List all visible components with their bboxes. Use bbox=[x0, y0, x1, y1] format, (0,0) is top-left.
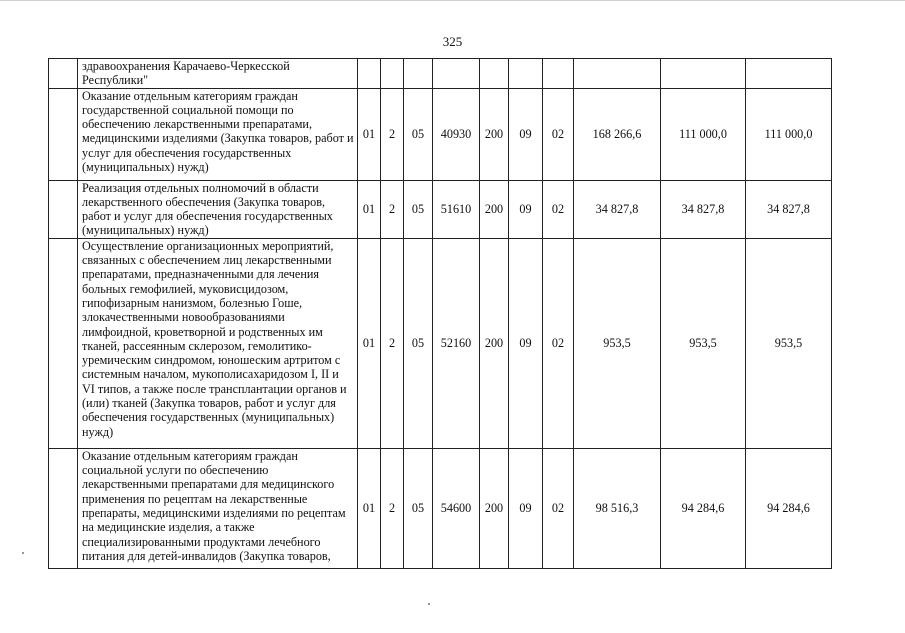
scan-top-edge bbox=[0, 0, 905, 1]
code-cell: 01 bbox=[358, 180, 381, 238]
row-name: Оказание отдельным категориям граждан государственной социальной помощи по обеспечению лекарственными препаратами, медицинскими изделиями (Закупка товаров, работ и услуг для обеспечения государственных (муниципальных) нужд) bbox=[78, 88, 358, 180]
code-cell: 2 bbox=[381, 88, 404, 180]
blank-cell bbox=[49, 448, 78, 568]
amount-cell: 111 000,0 bbox=[746, 88, 832, 180]
amount-cell: 94 284,6 bbox=[661, 448, 746, 568]
code-cell: 51610 bbox=[433, 180, 480, 238]
blank-cell bbox=[49, 180, 78, 238]
page-number: 325 bbox=[442, 34, 463, 49]
code-cell: 02 bbox=[543, 180, 574, 238]
code-cell: 09 bbox=[509, 88, 543, 180]
code-cell: 05 bbox=[404, 180, 433, 238]
code-cell bbox=[358, 59, 381, 89]
code-cell bbox=[433, 59, 480, 89]
amount-cell: 98 516,3 bbox=[574, 448, 661, 568]
budget-table bbox=[48, 58, 832, 569]
blank-cell bbox=[49, 88, 78, 180]
code-cell: 200 bbox=[480, 180, 509, 238]
amount-cell: 953,5 bbox=[746, 238, 832, 448]
amount-cell: 34 827,8 bbox=[746, 180, 832, 238]
amount-cell: 34 827,8 bbox=[661, 180, 746, 238]
amount-cell: 168 266,6 bbox=[574, 88, 661, 180]
code-cell: 01 bbox=[358, 88, 381, 180]
code-cell bbox=[543, 59, 574, 89]
code-cell bbox=[404, 59, 433, 89]
code-cell: 01 bbox=[358, 238, 381, 448]
amount-cell: 953,5 bbox=[574, 238, 661, 448]
code-cell bbox=[381, 59, 404, 89]
code-cell: 09 bbox=[509, 180, 543, 238]
code-cell: 200 bbox=[480, 88, 509, 180]
row-name: Осуществление организационных мероприятий, связанных с обеспечением лиц лекарственными препаратами, предназначенными для лечения больных гемофилией, муковисцидозом, гипофизарным нанизмом, болезнью Гоше, злокачественными новообразованиями лимфоидной, кроветворной и родственных им тканей, рассеянным склерозом, гемолитико-уремическим синдромом, юношеским артритом с системным началом, мукополисахаридозом I, II и VI типов, а также после трансплантации органов и (или) тканей (Закупка товаров, работ и услуг для обеспечения государственных (муниципальных) нужд) bbox=[78, 238, 358, 448]
table-row bbox=[49, 59, 832, 89]
code-cell: 40930 bbox=[433, 88, 480, 180]
code-cell: 01 bbox=[358, 448, 381, 568]
scan-speck bbox=[428, 603, 430, 605]
amount-cell: 94 284,6 bbox=[746, 448, 832, 568]
amount-cell bbox=[661, 59, 746, 89]
amount-cell: 111 000,0 bbox=[661, 88, 746, 180]
row-name: Оказание отдельным категориям граждан социальной услуги по обеспечению лекарственными препаратами для медицинского применения по рецептам на лекарственные препараты, медицинскими изделиями по рецептам на медицинские изделия, а также специализированными продуктами лечебного питания для детей-инвалидов (Закупка товаров, bbox=[78, 448, 358, 568]
amount-cell: 34 827,8 bbox=[574, 180, 661, 238]
amount-cell bbox=[574, 59, 661, 89]
blank-cell bbox=[49, 238, 78, 448]
amount-cell: 953,5 bbox=[661, 238, 746, 448]
code-cell: 54600 bbox=[433, 448, 480, 568]
code-cell: 09 bbox=[509, 238, 543, 448]
scan-speck bbox=[22, 552, 24, 554]
code-cell bbox=[480, 59, 509, 89]
code-cell: 200 bbox=[480, 448, 509, 568]
code-cell: 200 bbox=[480, 238, 509, 448]
code-cell bbox=[509, 59, 543, 89]
code-cell: 2 bbox=[381, 180, 404, 238]
code-cell: 09 bbox=[509, 448, 543, 568]
code-cell: 52160 bbox=[433, 238, 480, 448]
code-cell: 02 bbox=[543, 448, 574, 568]
code-cell: 05 bbox=[404, 238, 433, 448]
table-row bbox=[49, 238, 832, 448]
code-cell: 2 bbox=[381, 238, 404, 448]
code-cell: 02 bbox=[543, 88, 574, 180]
code-cell: 05 bbox=[404, 448, 433, 568]
table-row bbox=[49, 180, 832, 238]
row-name: здравоохранения Карачаево-Черкесской Республики" bbox=[78, 59, 358, 89]
table-row bbox=[49, 448, 832, 568]
code-cell: 2 bbox=[381, 448, 404, 568]
row-name: Реализация отдельных полномочий в области лекарственного обеспечения (Закупка товаров, работ и услуг для обеспечения государственных (муниципальных) нужд) bbox=[78, 180, 358, 238]
code-cell: 02 bbox=[543, 238, 574, 448]
blank-cell bbox=[49, 59, 78, 89]
amount-cell bbox=[746, 59, 832, 89]
code-cell: 05 bbox=[404, 88, 433, 180]
table-row bbox=[49, 88, 832, 180]
